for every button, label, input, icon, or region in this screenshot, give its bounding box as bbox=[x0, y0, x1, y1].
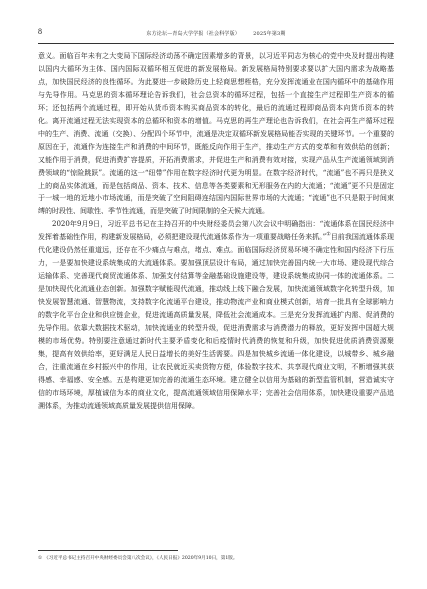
footnote-text: 《习近平总书记主持召开中央财经委员会第八次会议》，《人民日报》2020年9月10日，第1版。 bbox=[44, 556, 238, 561]
paragraph-2 bbox=[38, 218, 394, 412]
article-body bbox=[38, 50, 394, 413]
paragraph-2-continued: 目前我国流通体系现代化建设仍然任重道远，还存在不少痛点与难点，堵点、难点。面临国际经济贸易环境不确定性和国内经济下行压力，一是要加快建设系统集成的大流通体系。要加强顶层设计布局，通过加快完善国内统一大市场、建设现代综合运输体系、完善现代商贸流通体系、加强支付结算等金融基础设施建设等，建设系统集成协同一体的流通体系。二是加快现代化流通业态创新。加强数字赋能现代流通，推动线上线下融合发展，加快流通领域数字化转型升级，加快发展智慧流通、智慧物流，支持数字化流通平台建设，推动物流产业和商业模式创新，培育一批具有全球影响力的数字化平台企业和供应链企业，促进流通高质量发展，降低社会流通成本。三是充分发挥流通扩内需、促消费的先导作用。依靠大数据技术驱动，加快流通业的转型升级，促进消费需求与消费潜力的释放，更好发挥中国超大规模的市场优势。特别要注意通过新时代主要矛盾变化和后疫情时代消费的恢复和升级，加快促进优质消费资源聚集，提高有效供给率，更好满足人民日益增长的美好生活需要。四是加快城乡流通一体化建设，以城带乡、城乡融合，注重流通在乡村振兴中的作用，让农民就近买卖货物方便，体验数字技术、共享现代商业文明，不断增强其获得感、幸福感、安全感。五是构建更加完善的流通生态环境。建立健全以信用为基础的新型监管机制，营造诚实守信的市场环境，厚植诚信为本的商业文化，提高流通领域信用保障水平；完善社会信用体系，加快建设重要产品追溯体系，为推动流通领域高质量发展提供信用保障。 bbox=[38, 233, 395, 410]
footnote bbox=[38, 555, 394, 562]
paragraph-1: 意义。面临百年未有之大变局下国际经济动荡不确定因素增多的背景，以习近平同志为核心的党中央及时提出构建以国内大循环为主体、国内国际双循环相互促进的新发展格局。新发展格局特别要求要以扩大国内需求为战略基点，加快国民经济的良性循环。为此要进一步破除历史上轻商思想桎梏，充分发挥流通业在国内循环中的基础作用与先导作用。马克思的资本循环理论告诉我们，社会总资本的循环过程，包括一个直接生产过程即生产资本的循环；还包括两个流通过程，即开始从货币资本购买商品资本的转化，最后的流通过程即商品资本向货币资本的转化。离开流通过程无法实现资本的总循环和资本的增值。马克思的再生产理论也告诉我们，在社会再生产循环过程中的生产、消费、流通（交换）、分配四个环节中，流通是决定双循环新发展格局能否实现的关键环节。一个重要的原因在于，流通作为连接生产和消费的中间环节，既能反向作用于生产，推动生产方式的变革和有效供给的创新；又能作用于消费，促进消费扩容提质，开拓消费需求，并促进生产和消费有效对接，实现产品从生产流通领域到消费领域的“惊险跳跃”。流通的这一“纽带”作用在数字经济时代更为明显。在数字经济时代，“流通”也不再只是狭义上的商品实体流通，而是包括商品、资本、技术、信息等各类要素和无形服务在内的大流通；“流通”更不只是固定于一城一地的近地小市场流通，而是突破了空间阻碍连结国内国际世界市场的大流通；“流通”也不只是限于时间束缚的时段性、间歇性、季节性流通，而是突破了时间限制的全天候大流通。 bbox=[38, 52, 394, 216]
footnote-divider bbox=[38, 550, 178, 551]
footnote-number: ① bbox=[38, 556, 43, 561]
running-head: 东方论坛—青岛大学学报（社会科学版） 2025年第3期 bbox=[146, 31, 286, 37]
paragraph-2-text: 2020年9月9日，习近平总书记在主持召开的中央财经委员会第八次会议中明确指出：“流通体系在国民经济中发挥着基础性作用，构建新发展格局，必须把建设现代流通体系作为一项重要战略任务来抓。” bbox=[38, 220, 394, 242]
footnote-mark: ① bbox=[326, 232, 331, 239]
page-number: 8 bbox=[38, 27, 42, 36]
page-header bbox=[38, 27, 394, 44]
